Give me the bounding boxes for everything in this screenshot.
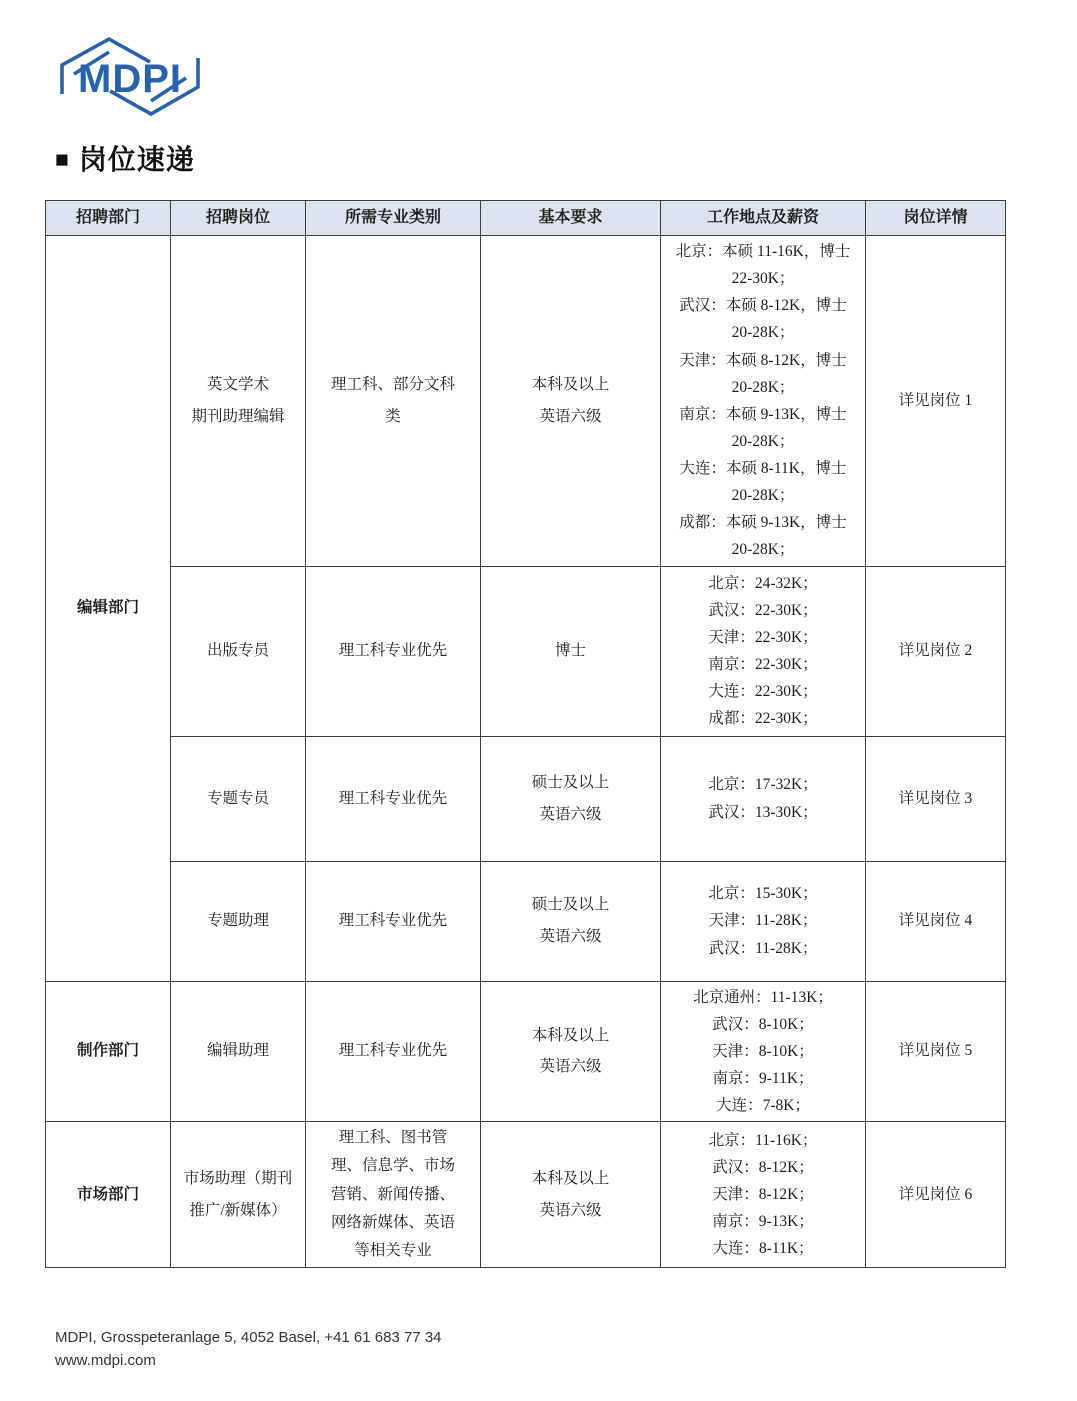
department-cell-production: 制作部门 — [46, 981, 171, 1122]
column-header-position: 招聘岗位 — [171, 201, 306, 236]
detail-cell: 详见岗位 5 — [866, 981, 1006, 1122]
footer-address: MDPI, Grosspeteranlage 5, 4052 Basel, +41 61 683 77 34 — [55, 1329, 442, 1346]
column-header-major: 所需专业类别 — [306, 201, 481, 236]
major-cell: 理工科专业优先 — [306, 861, 481, 981]
header-row — [46, 201, 1006, 236]
position-cell: 出版专员 — [171, 566, 306, 736]
position-cell: 专题专员 — [171, 736, 306, 861]
detail-cell: 详见岗位 1 — [866, 236, 1006, 567]
table-row — [46, 981, 1006, 1122]
table-row — [46, 1122, 1006, 1268]
salary-cell: 北京通州：11-13K； 武汉：8-10K； 天津：8-10K； 南京：9-11K； 大连：7-8K； — [661, 981, 866, 1122]
requirement-cell: 本科及以上 英语六级 — [481, 981, 661, 1122]
major-cell: 理工科专业优先 — [306, 981, 481, 1122]
column-header-department: 招聘部门 — [46, 201, 171, 236]
requirement-cell: 硕士及以上 英语六级 — [481, 861, 661, 981]
salary-cell: 北京：15-30K； 天津：11-28K； 武汉：11-28K； — [661, 861, 866, 981]
requirement-cell: 本科及以上 英语六级 — [481, 236, 661, 567]
position-cell: 专题助理 — [171, 861, 306, 981]
major-cell: 理工科、部分文科 类 — [306, 236, 481, 567]
column-header-requirement: 基本要求 — [481, 201, 661, 236]
column-header-location-salary: 工作地点及薪资 — [661, 201, 866, 236]
detail-cell: 详见岗位 6 — [866, 1122, 1006, 1268]
requirement-cell: 本科及以上 英语六级 — [481, 1122, 661, 1268]
page-title — [55, 138, 195, 178]
major-cell: 理工科、图书管 理、信息学、市场 营销、新闻传播、 网络新媒体、英语 等相关专业 — [306, 1122, 481, 1268]
column-header-detail: 岗位详情 — [866, 201, 1006, 236]
major-cell: 理工科专业优先 — [306, 736, 481, 861]
table-row — [46, 566, 1006, 736]
requirement-cell: 博士 — [481, 566, 661, 736]
position-cell: 编辑助理 — [171, 981, 306, 1122]
title-square-marker: ■ — [55, 147, 70, 172]
salary-cell: 北京：本硕 11-16K，博士 22-30K； 武汉：本硕 8-12K，博士 20-28K； 天津：本硕 8-12K，博士 20-28K； 南京：本硕 9-13K，博士 20-28K； 大连：本硕 8-11K，博士 20-28K； 成都：本硕 9-13K，博士 20-28K； — [661, 236, 866, 567]
mdpi-hexagon-icon — [52, 30, 208, 122]
salary-cell: 北京：17-32K； 武汉：13-30K； — [661, 736, 866, 861]
footer-url: www.mdpi.com — [55, 1352, 156, 1370]
major-cell: 理工科专业优先 — [306, 566, 481, 736]
salary-cell: 北京：11-16K； 武汉：8-12K； 天津：8-12K； 南京：9-13K； 大连：8-11K； — [661, 1122, 866, 1268]
table-row — [46, 736, 1006, 861]
detail-cell: 详见岗位 4 — [866, 861, 1006, 981]
department-cell-marketing: 市场部门 — [46, 1122, 171, 1268]
position-cell: 市场助理（期刊 推广/新媒体） — [171, 1122, 306, 1268]
detail-cell: 详见岗位 2 — [866, 566, 1006, 736]
mdpi-logo-text: MDPI — [78, 57, 182, 101]
table-row — [46, 236, 1006, 567]
department-cell-editorial: 编辑部门 — [46, 236, 171, 982]
salary-cell: 北京：24-32K； 武汉：22-30K； 天津：22-30K； 南京：22-30K； 大连：22-30K； 成都：22-30K； — [661, 566, 866, 736]
detail-cell: 详见岗位 3 — [866, 736, 1006, 861]
mdpi-logo — [52, 30, 208, 122]
job-table — [45, 200, 1006, 1268]
requirement-cell: 硕士及以上 英语六级 — [481, 736, 661, 861]
page-footer — [55, 1326, 442, 1373]
position-cell: 英文学术 期刊助理编辑 — [171, 236, 306, 567]
table-row — [46, 861, 1006, 981]
page-title-text: 岗位速递 — [78, 145, 195, 176]
